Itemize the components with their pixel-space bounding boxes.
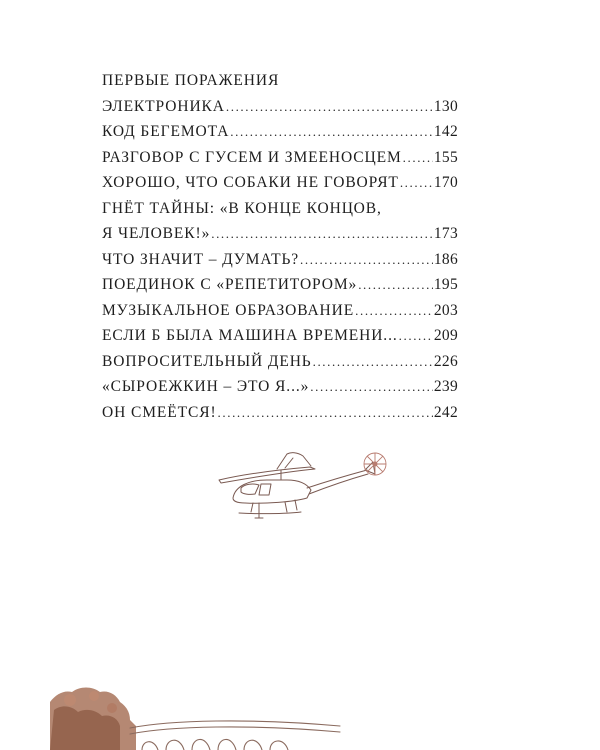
toc-entry [102, 68, 458, 94]
toc-page-number: 195 [433, 276, 458, 293]
toc-page-number: 242 [433, 403, 458, 421]
toc-entry [102, 145, 458, 171]
toc-dot-leader [211, 221, 433, 247]
toc-page-number: 226 [433, 352, 458, 370]
toc-dot-leader [310, 374, 433, 400]
helicopter-icon [215, 440, 400, 530]
toc-entry-title: ПОЕДИНОК С «РЕПЕТИТОРОМ» [102, 276, 358, 293]
toc-page-number: 173 [433, 225, 458, 242]
toc-entry-title: ОН СМЕЁТСЯ! [102, 403, 217, 421]
toc-dot-leader [399, 323, 433, 349]
toc-entry-title: Я ЧЕЛОВЕК!» [102, 225, 211, 242]
toc-dot-leader [313, 349, 433, 375]
toc-dot-leader [400, 170, 433, 196]
toc-entry [102, 221, 458, 247]
toc-entry [102, 196, 458, 222]
toc-entry [102, 298, 458, 324]
toc-entry-title: МУЗЫКАЛЬНОЕ ОБРАЗОВАНИЕ [102, 301, 355, 319]
toc-entry-title: КОД БЕГЕМОТА [102, 123, 230, 140]
toc-page-number: 155 [433, 148, 458, 166]
toc-entry-title: ХОРОШО, ЧТО СОБАКИ НЕ ГОВОРЯТ [102, 174, 399, 191]
toc-page-number: 186 [433, 250, 458, 268]
toc-page-number: 170 [433, 174, 458, 191]
toc-dot-leader [358, 272, 433, 298]
toc-dot-leader [355, 298, 433, 324]
toc-entry-title: ГНЁТ ТАЙНЫ: «В КОНЦЕ КОНЦОВ, [102, 199, 382, 217]
toc-entry [102, 400, 458, 426]
toc-dot-leader [218, 400, 433, 426]
toc-page-number: 142 [433, 123, 458, 140]
table-of-contents [102, 68, 458, 425]
toc-page-number: 209 [433, 327, 458, 344]
toc-dot-leader [300, 247, 433, 273]
toc-entry-title: ЕСЛИ Б БЫЛА МАШИНА ВРЕМЕНИ... [102, 327, 398, 344]
toc-page-number: 239 [433, 378, 458, 395]
toc-entry [102, 323, 458, 349]
toc-entry-title: РАЗГОВОР С ГУСЕМ И ЗМЕЕНОСЦЕМ [102, 148, 402, 166]
toc-dot-leader [403, 145, 433, 171]
toc-entry-title: ПЕРВЫЕ ПОРАЖЕНИЯ [102, 72, 280, 89]
toc-entry [102, 349, 458, 375]
toc-entry [102, 247, 458, 273]
toc-dot-leader [230, 119, 433, 145]
toc-entry-title: «СЫРОЕЖКИН – ЭТО Я...» [102, 378, 310, 395]
toc-entry [102, 119, 458, 145]
toc-page-number: 130 [433, 97, 458, 115]
toc-entry [102, 94, 458, 120]
toc-page-number: 203 [433, 301, 458, 319]
toc-entry [102, 170, 458, 196]
landscape-icon [50, 680, 350, 750]
toc-entry-title: ВОПРОСИТЕЛЬНЫЙ ДЕНЬ [102, 352, 312, 370]
toc-entry-title: ЧТО ЗНАЧИТ – ДУМАТЬ? [102, 250, 300, 268]
toc-entry-title: ЭЛЕКТРОНИКА [102, 97, 225, 115]
toc-dot-leader [226, 94, 433, 120]
toc-entry [102, 374, 458, 400]
toc-entry [102, 272, 458, 298]
